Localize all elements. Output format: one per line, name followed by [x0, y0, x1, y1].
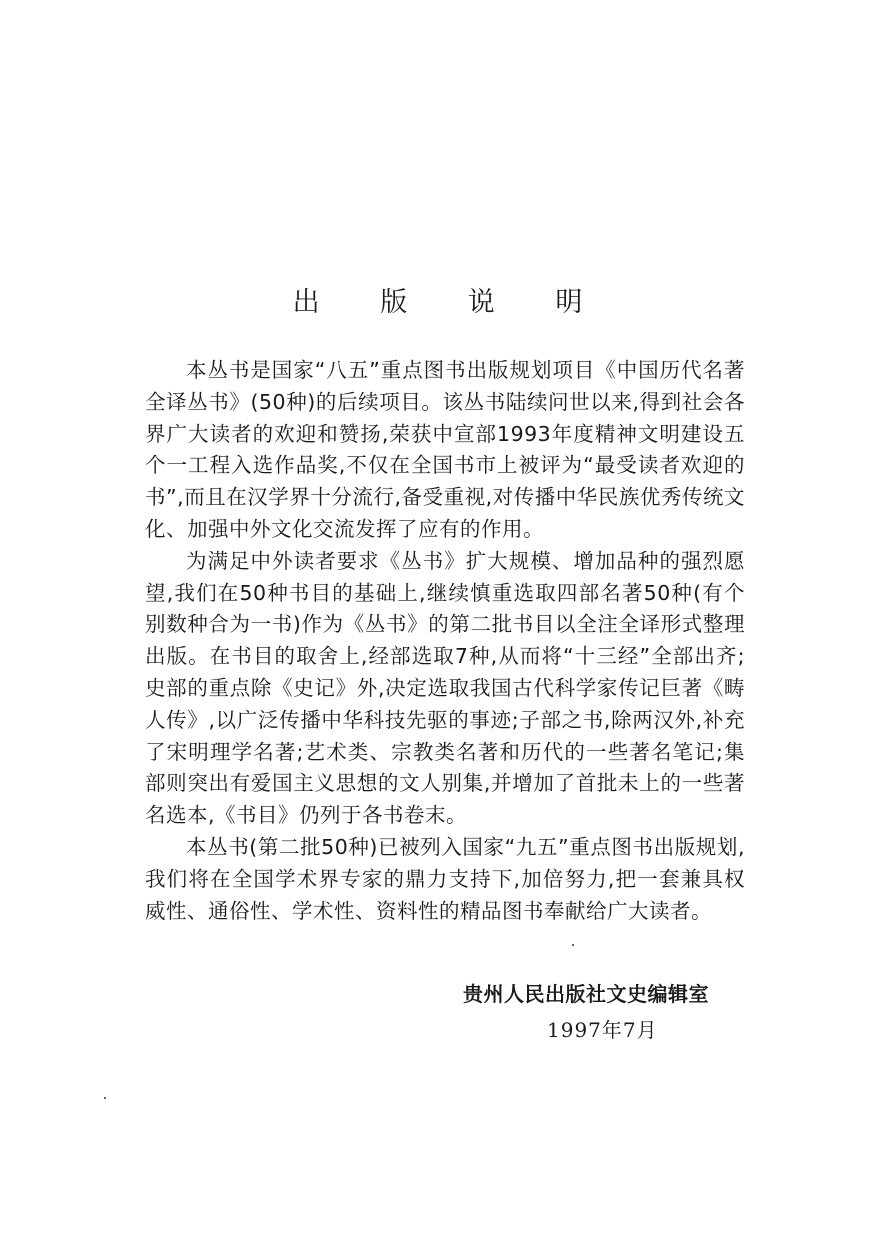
paragraph-2: 为满足中外读者要求《丛书》扩大规模、增加品种的强烈愿望,我们在50种书目的基础上,继续慎重选取四部名著50种(有个别数种合为一书)作为《丛书》的第二批书目以全注全译形式整理出版。在书目的取舍上,经部选取7种,从而将“十三经”全部出齐;史部的重点除《史记》外,决定选取我国古代科学家传记巨著《畴人传》,以广泛传播中华科技先驱的事迹;子部之书,除两汉外,补充了宋明理学名著;艺术类、宗教类名著和历代的一些著名笔记;集部则突出有爱国主义思想的文人别集,并增加了首批未上的一些著名选本,《书目》仍列于各书卷末。: [145, 548, 745, 828]
page-title: 出 版 说 明: [292, 287, 609, 318]
body-text: [145, 355, 745, 927]
paragraph-3: 本丛书(第二批50种)已被列入国家“九五”重点图书出版规划,我们将在全国学术界专家的鼎力支持下,加倍努力,把一套兼具权威性、通俗性、学术性、资料性的精品图书奉献给广大读者。: [145, 834, 745, 923]
publisher-signature: 贵州人民出版社文史编辑室: [463, 982, 709, 1006]
scan-speck: [572, 944, 574, 946]
paragraph-1: 本丛书是国家“八五”重点图书出版规划项目《中国历代名著全译丛书》(50种)的后续项目。该丛书陆续问世以来,得到社会各界广大读者的欢迎和赞扬,荣获中宣部1993年度精神文明建设五个一工程入选作品奖,不仅在全国书市上被评为“最受读者欢迎的书”,而且在汉学界十分流行,备受重视,对传播中华民族优秀传统文化、加强中外文化交流发挥了应有的作用。: [145, 358, 745, 541]
publication-date: 1997年7月: [547, 1018, 658, 1042]
scan-speck: [104, 1097, 106, 1099]
